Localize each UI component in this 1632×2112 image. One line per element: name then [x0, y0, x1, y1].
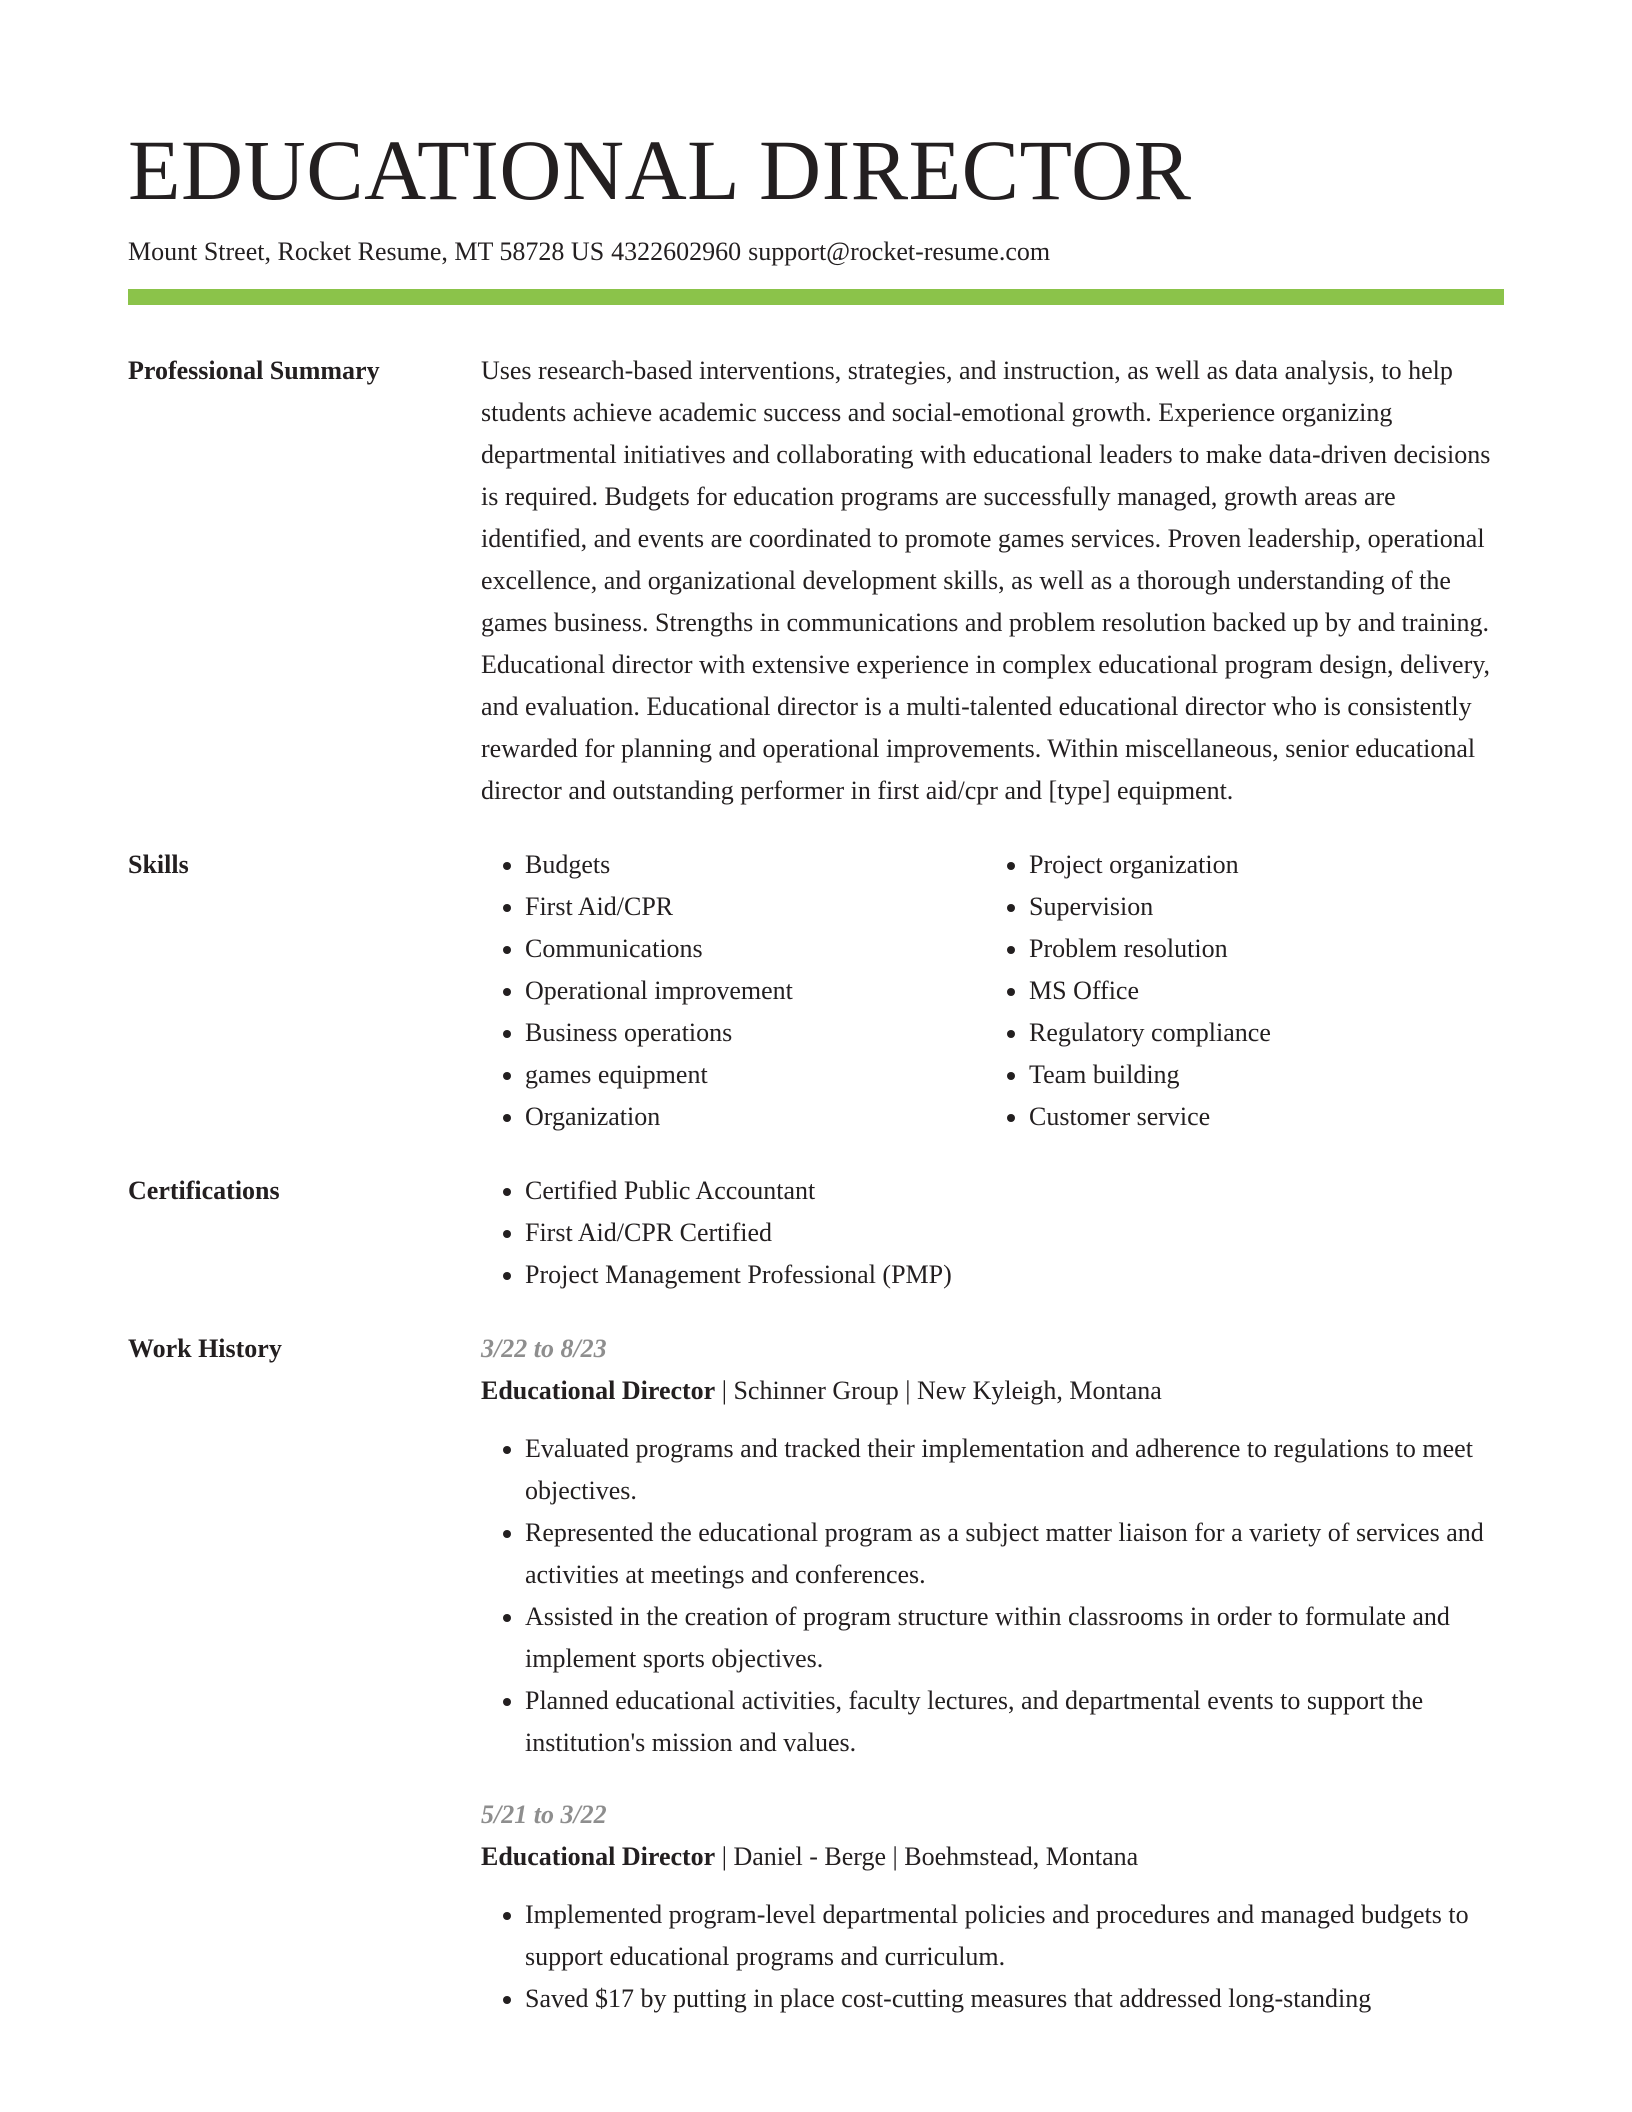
section-title-certifications: Certifications: [128, 1176, 280, 1205]
job-company: Daniel - Berge: [733, 1842, 887, 1871]
job-bullet-list: [481, 1428, 1504, 1764]
job-entry: [481, 1328, 1504, 1764]
job-bullet: • Evaluated programs and tracked their implementation and adherence to regulations to meet objectives.: [525, 1428, 1504, 1512]
contact-phone: 4322602960: [611, 237, 742, 266]
resume-name: EDUCATIONAL DIRECTOR: [128, 122, 1192, 218]
section-certifications: [128, 1170, 1504, 1296]
job-bullet-list: [481, 1894, 1504, 2020]
job-bullet: • Represented the educational program as a subject matter liaison for a variety of services and activities at meetings and conferences.: [525, 1512, 1504, 1596]
job-bullet: • Assisted in the creation of program structure within classrooms in order to formulate and implement sports objectives.: [525, 1596, 1504, 1680]
job-entry: [481, 1794, 1504, 2020]
skill-item: • Communications: [525, 928, 985, 970]
contact-address: Mount Street, Rocket Resume, MT 58728 US: [128, 237, 605, 266]
skill-item: • Project organization: [1029, 844, 1489, 886]
skill-item: • First Aid/CPR: [525, 886, 985, 928]
skills-list-2: [985, 844, 1489, 1138]
certification-item: • Certified Public Accountant: [525, 1170, 1504, 1212]
summary-text: Uses research-based interventions, strategies, and instruction, as well as data analysis, to help students achieve academic success and social-emotional growth. Experience organizing departmental initiatives and collaborating with educational leaders to make data-driven decisions is required. Budgets for education programs are successfully managed, growth areas are identified, and events are coordinated to promote games services. Proven leadership, operational excellence, and organizational development skills, as well as a thorough understanding of the games business. Strengths in communications and problem resolution backed up by and training. Educational director with extensive experience in complex educational program design, delivery, and evaluation. Educational director is a multi-talented educational director who is consistently rewarded for planning and operational improvements. Within miscellaneous, senior educational director and outstanding performer in first aid/cpr and [type] equipment.: [481, 356, 1491, 805]
skill-item: • Team building: [1029, 1054, 1489, 1096]
skill-item: • Supervision: [1029, 886, 1489, 928]
job-bullet: • Implemented program-level departmental policies and procedures and managed budgets to support educational programs and curriculum.: [525, 1894, 1504, 1978]
section-work-history: [128, 1328, 1504, 2050]
skill-item: • Customer service: [1029, 1096, 1489, 1138]
job-location: Boehmstead, Montana: [904, 1842, 1139, 1871]
section-title-summary: Professional Summary: [128, 356, 380, 385]
contact-email: support@rocket-resume.com: [748, 237, 1051, 266]
header-divider: [128, 289, 1504, 305]
job-bullet: • Saved $17 by putting in place cost-cutting measures that addressed long-standing: [525, 1978, 1504, 2020]
section-skills: [128, 844, 1504, 1138]
skill-item: • games equipment: [525, 1054, 985, 1096]
job-heading: Educational Director | Schinner Group | New Kyleigh, Montana: [481, 1376, 1162, 1405]
job-dates: 5/21 to 3/22: [481, 1800, 607, 1829]
job-dates: 3/22 to 8/23: [481, 1334, 607, 1363]
skills-list-1: [481, 844, 985, 1138]
section-summary: [128, 350, 1504, 812]
section-title-work-history: Work History: [128, 1334, 282, 1363]
skill-item: • Business operations: [525, 1012, 985, 1054]
certification-item: • First Aid/CPR Certified: [525, 1212, 1504, 1254]
skill-item: • Organization: [525, 1096, 985, 1138]
skill-item: • MS Office: [1029, 970, 1489, 1012]
skill-item: • Problem resolution: [1029, 928, 1489, 970]
skill-item: • Regulatory compliance: [1029, 1012, 1489, 1054]
section-title-skills: Skills: [128, 850, 189, 879]
job-company: Schinner Group: [733, 1376, 899, 1405]
contact-line: [128, 234, 1504, 270]
certifications-list: [481, 1170, 1504, 1296]
job-bullet: • Planned educational activities, faculty lectures, and departmental events to support the institution's mission and values.: [525, 1680, 1504, 1764]
job-heading: Educational Director | Daniel - Berge | Boehmstead, Montana: [481, 1842, 1139, 1871]
job-title: Educational Director: [481, 1842, 716, 1871]
job-location: New Kyleigh, Montana: [917, 1376, 1162, 1405]
certification-item: • Project Management Professional (PMP): [525, 1254, 1504, 1296]
job-title: Educational Director: [481, 1376, 716, 1405]
skill-item: • Operational improvement: [525, 970, 985, 1012]
skill-item: • Budgets: [525, 844, 985, 886]
